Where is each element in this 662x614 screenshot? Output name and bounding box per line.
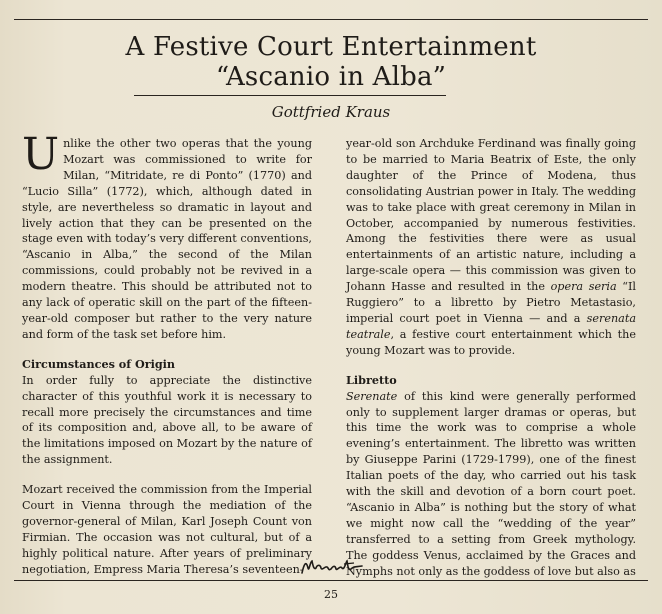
serenata-term: serenata teatrale [346,311,636,341]
author-name: Gottfried Kraus [271,103,391,121]
section-heading-libretto: Libretto [346,372,397,387]
serenate-term: Serenate [346,389,398,403]
title-line-2: “Ascanio in Alba” [215,62,447,92]
wedding-text-c: , a festive court entertainment which the young Mozart was to provide. [346,327,636,357]
intro-text: nlike the other two operas that the young Mozart was commissioned to write for Milan, “Mitridate, re di Ponto” (1770) and “Lucio Silla” (1772), which, although dated in style, are nevertheless so dramatic in layout and lively action that they can be presented on the stage even with today’s very different conventions, “Ascanio in Alba,” the second of the Milan commissions, could probably not be revived in a modern theatre. This should be attributed not to any lack of operatic skill on the part of the fifteen-year-old composer but rather to the very nature and form of the task set before him. [22,137,312,341]
left-column [22,129,312,592]
title-line-1: A Festive Court Entertainment [125,32,537,62]
page-number: 25 [324,588,338,601]
right-column [346,136,636,593]
opera-seria-term: opera seria [550,280,617,294]
mozart-signature-logo [298,556,368,578]
bottom-rule [14,580,648,581]
page-title [0,32,662,92]
libretto-text: of this kind were generally performed only to supplement larger dramas or operas, but this time the work was to comprise a whole evening’s entertainment. The libretto was written by Giuseppe Parini (1729-1799), one of the finest Italian poets of the day, who carried out his task with the skill and devotion of a born court poet. “Ascanio in Alba” is nothing but the story of what we might now call the “wedding of the year” transferred to a setting from Greek mythology. The goddess Venus, acclaimed by the Graces and Nymphs not only as the goddess of love but also as [346,389,636,578]
section-heading-origin: Circumstances of Origin [22,356,176,371]
wedding-text-b: “Il Ruggiero” to a libretto by Pietro Metastasio, imperial court poet in Vienna — and a [346,280,636,325]
libretto-paragraph [346,389,636,580]
wedding-text-a: year-old son Archduke Ferdinand was finally going to be married to Maria Beatrix of Este, the only daughter of the Prince of Modena, thus consolidating Austrian power in Italy. The wedding was to take place with great ceremony in Milan in October, accompanied by numerous festivities. Among the festivities there were as usual entertainments of an artistic nature, including a large-scale opera — this commission was given to Johann Hasse and resulted in the [346,137,636,294]
origin-paragraph: In order fully to appreciate the distinctive character of this youthful work it is necessary to recall more precisely the circumstances and time of its composition and, above all, to be aware of the limitations imposed on Mozart by the nature of the assignment. [22,373,312,467]
wedding-paragraph [346,136,636,359]
drop-cap: U [22,129,60,180]
commission-paragraph: Mozart received the commission from the Imperial Court in Vienna through the mediation of the governor-general of Milan, Karl Joseph Count von Firmian. The occasion was not cultural, but of a highly political nature. After years of preliminary negotiation, Empress Maria Theresa’s seventeen- [22,483,312,576]
title-rule [134,95,446,96]
intro-paragraph [22,129,312,343]
top-rule [14,19,648,20]
